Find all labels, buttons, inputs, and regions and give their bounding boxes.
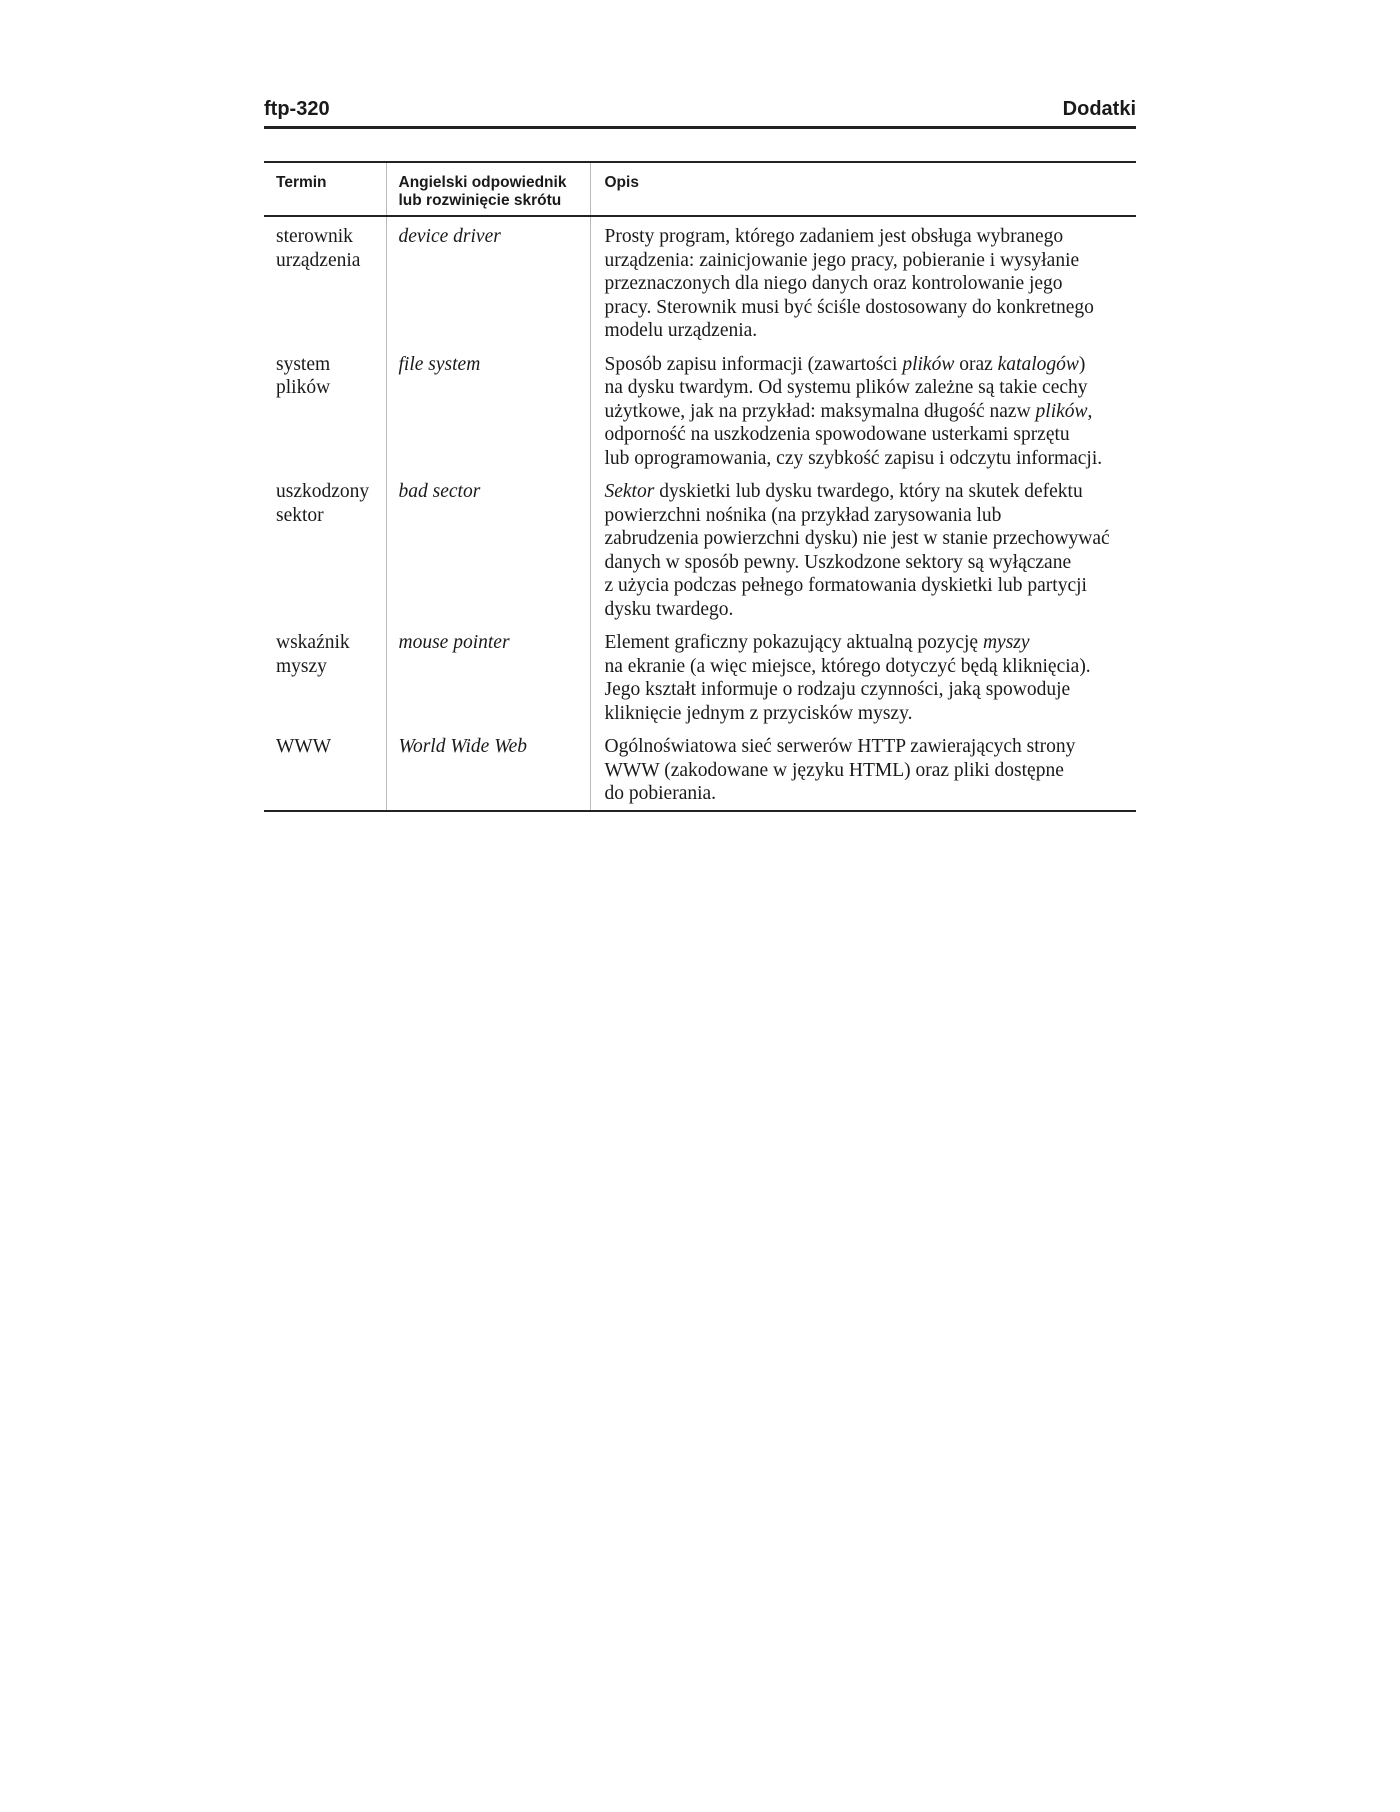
table-row: [264, 216, 1136, 349]
english-cell: bad sector: [386, 476, 590, 627]
term-cell: wskaźnik myszy: [264, 627, 386, 731]
description-cell: Element graficzny pokazujący aktualną pozycję myszy na ekranie (a więc miejsce, którego dotyczyć będą kliknięcia). Jego kształt informuje o rodzaju czynności, jaką spowoduje kliknięcie jednym z przycisków myszy.: [604, 632, 1091, 724]
term-cell: system plików: [264, 349, 386, 477]
chapter-title: Dodatki: [1062, 98, 1136, 120]
english-cell: mouse pointer: [386, 627, 590, 731]
description-cell: Sposób zapisu informacji (zawartości plików oraz katalogów) na dysku twardym. Od systemu plików zależne są takie cechy użytkowe, jak na przykład: maksymalna długość nazw plików, odporność na uszkodzenia spowodowane usterkami sprzętu lub oprogramowania, czy szybkość zapisu i odczytu informacji.: [604, 353, 1103, 469]
english-cell: World Wide Web: [386, 731, 590, 811]
term-cell: uszkodzony sektor: [264, 476, 386, 627]
column-header-description: Opis: [590, 162, 1136, 216]
glossary-table: [264, 161, 1136, 812]
description-cell: Ogólnoświatowa sieć serwerów HTTP zawierających strony WWW (zakodowane w języku HTML) oraz pliki dostępne do pobierania.: [604, 736, 1076, 804]
description-cell: Prosty program, którego zadaniem jest obsługa wybranego urządzenia: zainicjowanie jego pracy, pobieranie i wysyłanie przeznaczonych dla niego danych oraz kontrolowanie jego pracy. Sterownik musi być ściśle dostosowany do konkretnego modelu urządzenia.: [604, 226, 1094, 341]
term-cell: sterownik urządzenia: [264, 216, 386, 349]
table-header-row: [264, 162, 1136, 216]
column-header-term: Termin: [264, 162, 386, 216]
term-cell: WWW: [264, 731, 386, 811]
table-row: [264, 349, 1136, 477]
table-row: [264, 476, 1136, 627]
english-cell: device driver: [386, 216, 590, 349]
description-cell: Sektor dyskietki lub dysku twardego, który na skutek defektu powierzchni nośnika (na przykład zarysowania lub zabrudzenia powierzchni dysku) nie jest w stanie przechowywać danych w sposób pewny. Uszkodzone sektory są wyłączane z użycia podczas pełnego formatowania dyskietki lub partycji dysku twardego.: [604, 481, 1110, 620]
table-row: [264, 731, 1136, 811]
running-head: [264, 96, 1136, 129]
english-cell: file system: [386, 349, 590, 477]
column-header-english: Angielski odpowiednik lub rozwinięcie skrótu: [386, 162, 590, 216]
page-number: ftp-320: [264, 98, 330, 120]
table-row: [264, 627, 1136, 731]
